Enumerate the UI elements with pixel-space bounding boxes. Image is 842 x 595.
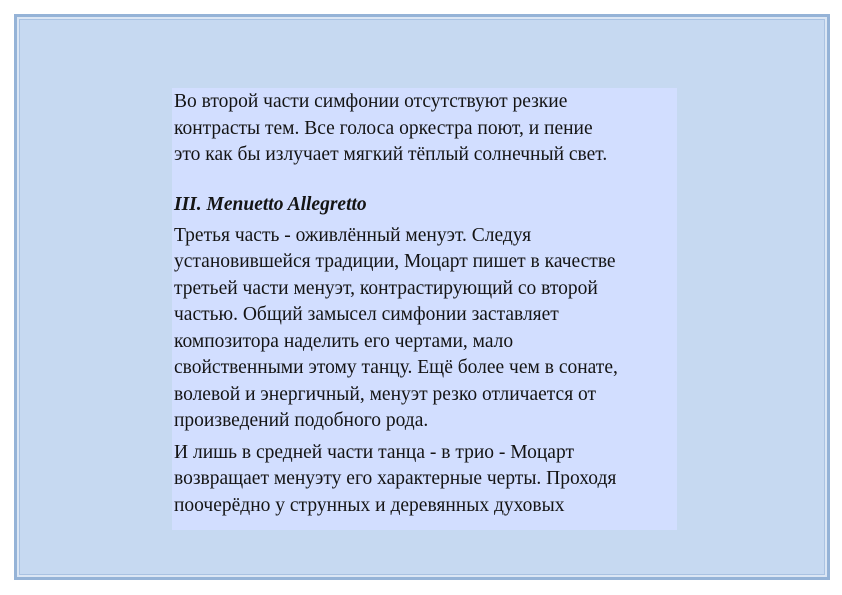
- paragraph-trio: [174, 440, 677, 520]
- text-line: частью. Общий замысел симфонии заставляет: [174, 304, 559, 325]
- text-line: Третья часть - оживлённый менуэт. Следуя: [174, 224, 532, 246]
- text-line: произведений подобного рода.: [174, 410, 429, 431]
- text-line: третьей части менуэт, контрастирующий со второй: [174, 277, 598, 299]
- paragraph-intro: [174, 89, 677, 169]
- paragraph-menuet: [174, 223, 677, 435]
- text-line: И лишь в средней части танца - в трио - Моцарт: [174, 441, 574, 463]
- text-line: поочерёдно у струнных и деревянных духовых: [174, 494, 565, 516]
- text-line: возвращает менуэту его характерные черты. Проходя: [174, 468, 617, 489]
- section-heading: III. Menuetto Allegretto: [174, 193, 367, 215]
- text-box: [172, 88, 677, 530]
- text-line: это как бы излучает мягкий тёплый солнечный свет.: [174, 144, 608, 165]
- text-line: композитора наделить его чертами, мало: [174, 330, 514, 352]
- slide: [14, 14, 830, 580]
- text-line: Во второй части симфонии отсутствуют резкие: [174, 91, 568, 112]
- text-line: контрасты тем. Все голоса оркестра поют, и пение: [174, 117, 593, 139]
- text-line: свойственными этому танцу. Ещё более чем в сонате,: [174, 357, 618, 378]
- text-line: установившейся традиции, Моцарт пишет в качестве: [174, 251, 616, 272]
- text-line: волевой и энергичный, менуэт резко отличается от: [174, 383, 597, 405]
